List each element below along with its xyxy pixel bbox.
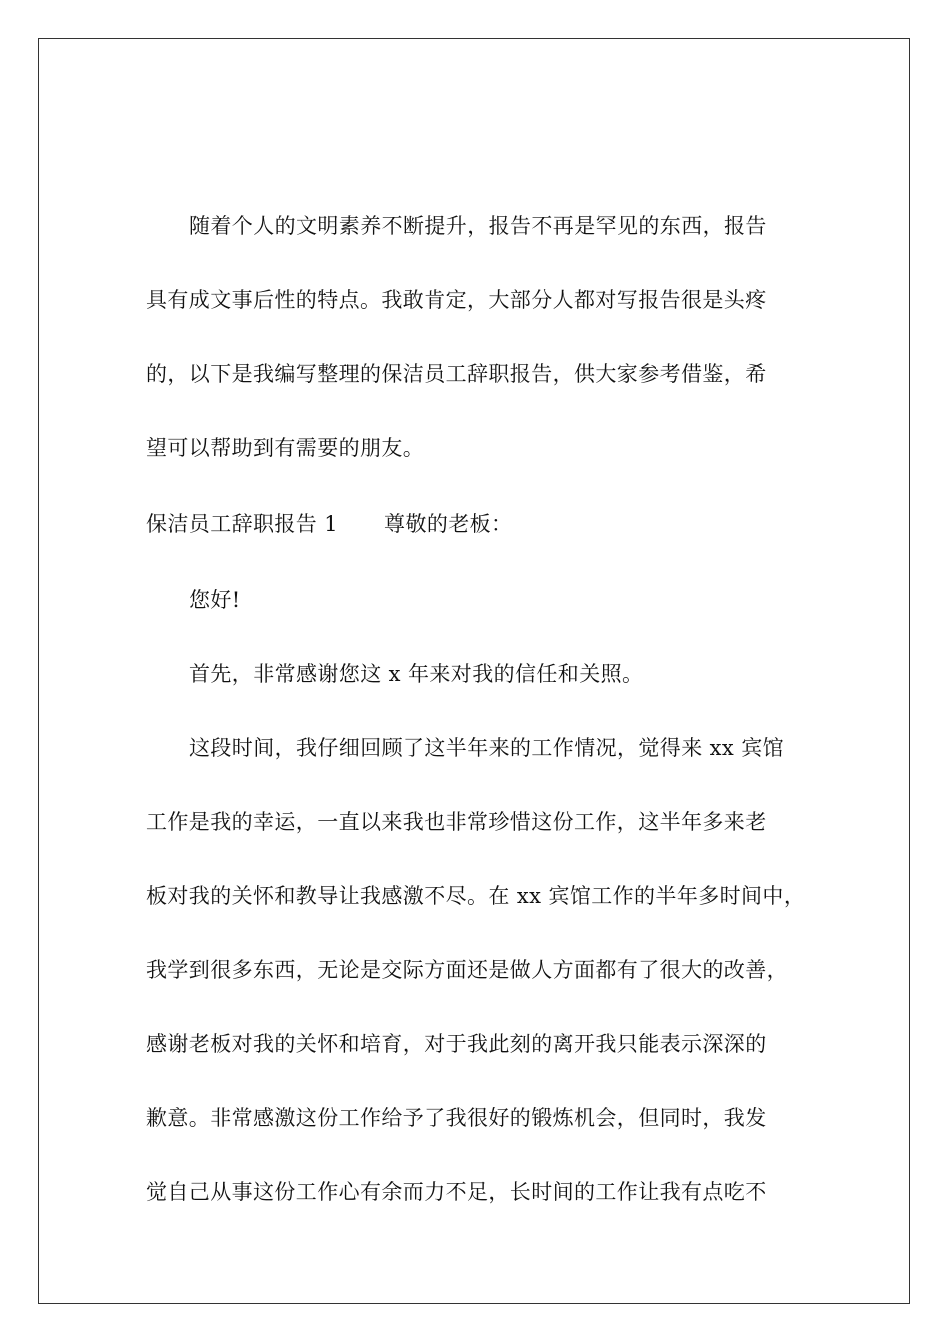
intro-line-1: 随着个人的文明素养不断提升，报告不再是罕见的东西，报告 [189, 214, 767, 238]
salutation: 尊敬的老板： [384, 512, 513, 536]
paragraph-2-line-4: 我学到很多东西，无论是交际方面还是做人方面都有了很大的改善， [146, 958, 788, 982]
paragraph-2-line-5: 感谢老板对我的关怀和培育，对于我此刻的离开我只能表示深深的 [146, 1032, 767, 1056]
paragraph-2-line-2: 工作是我的幸运，一直以来我也非常珍惜这份工作，这半年多来老 [146, 810, 767, 834]
report-heading: 保洁员工辞职报告 1 [146, 512, 339, 536]
intro-line-3: 的，以下是我编写整理的保洁员工辞职报告，供大家参考借鉴，希 [146, 362, 767, 386]
paragraph-2-line-1: 这段时间，我仔细回顾了这半年来的工作情况，觉得来 xx 宾馆 [189, 736, 785, 760]
paragraph-2-line-6: 歉意。非常感激这份工作给予了我很好的锻炼机会，但同时，我发 [146, 1106, 767, 1130]
paragraph-2-line-3: 板对我的关怀和教导让我感激不尽。在 xx 宾馆工作的半年多时间中， [146, 884, 806, 908]
intro-line-4: 望可以帮助到有需要的朋友。 [146, 436, 425, 460]
greeting: 您好! [189, 588, 241, 612]
intro-line-2: 具有成文事后性的特点。我敢肯定，大部分人都对写报告很是头疼 [146, 288, 767, 312]
paragraph-2-line-7: 觉自己从事这份工作心有余而力不足，长时间的工作让我有点吃不 [146, 1180, 767, 1204]
paragraph-1: 首先，非常感谢您这 x 年来对我的信任和关照。 [189, 662, 644, 686]
heading-line [146, 509, 512, 539]
